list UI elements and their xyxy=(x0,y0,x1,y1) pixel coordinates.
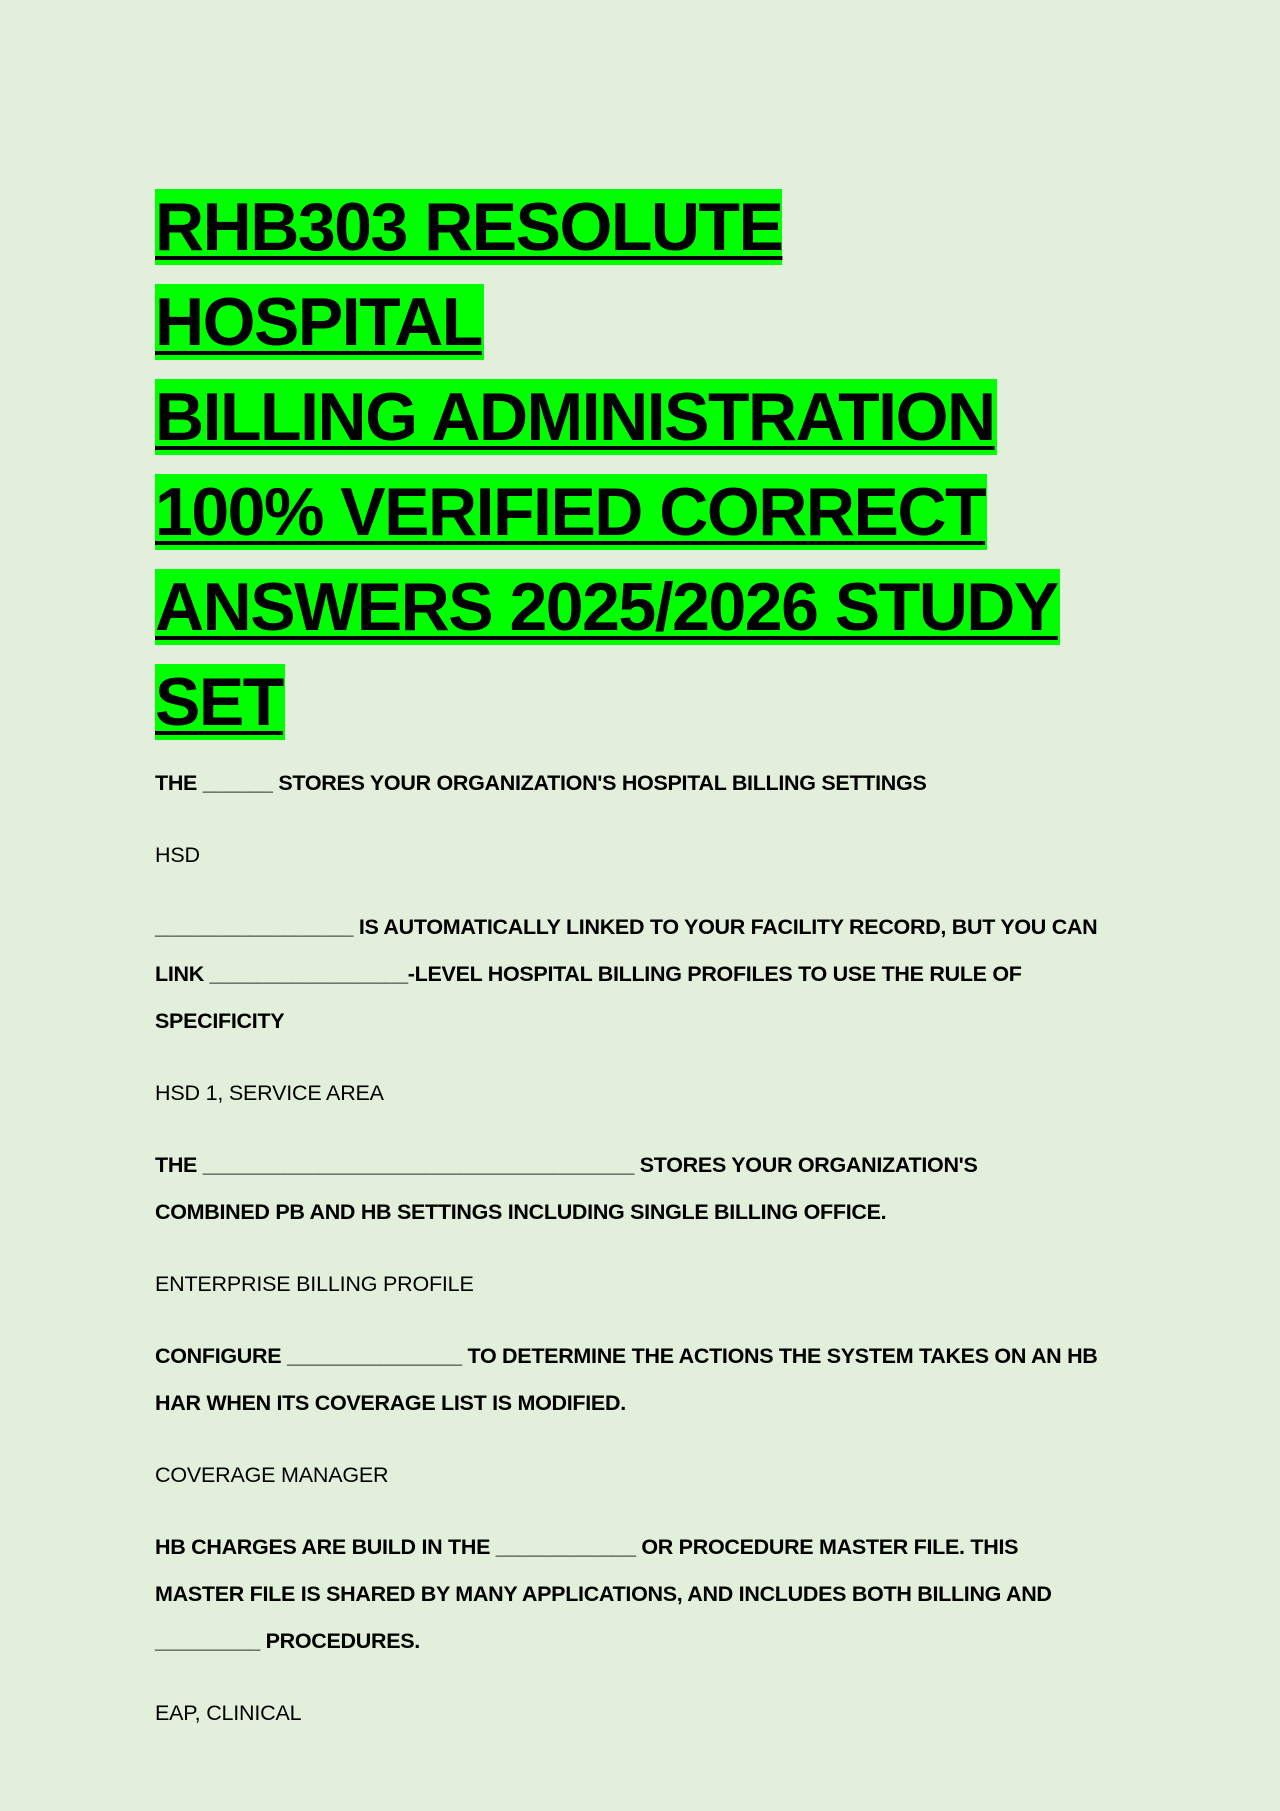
document-page xyxy=(155,180,1145,1737)
title-line: ANSWERS 2025/2026 STUDY xyxy=(155,569,1058,645)
answer-text: HSD 1, SERVICE AREA xyxy=(155,1081,384,1105)
question-line: COMBINED PB AND HB SETTINGS INCLUDING SINGLE BILLING OFFICE. xyxy=(155,1200,887,1224)
question-line: _________________ IS AUTOMATICALLY LINKED TO YOUR FACILITY RECORD, BUT YOU CAN xyxy=(155,915,1098,939)
title-line: 100% VERIFIED CORRECT xyxy=(155,474,986,550)
question-text xyxy=(155,1142,1145,1236)
qa-item-3 xyxy=(155,1142,1145,1308)
answer-text: EAP, CLINICAL xyxy=(155,1701,302,1725)
qa-item-5 xyxy=(155,1524,1145,1737)
question-text xyxy=(155,1524,1145,1665)
qa-item-4 xyxy=(155,1333,1145,1499)
question-line: HB CHARGES ARE BUILD IN THE ____________ OR PROCEDURE MASTER FILE. THIS xyxy=(155,1535,1019,1559)
question-line: CONFIGURE _______________ TO DETERMINE THE ACTIONS THE SYSTEM TAKES ON AN HB xyxy=(155,1344,1098,1368)
title-line: SET xyxy=(155,664,283,740)
question-text xyxy=(155,760,1145,807)
question-text xyxy=(155,904,1145,1045)
document-title xyxy=(155,180,1115,750)
question-text xyxy=(155,1333,1145,1427)
question-line: LINK _________________-LEVEL HOSPITAL BILLING PROFILES TO USE THE RULE OF xyxy=(155,962,1022,986)
qa-item-2 xyxy=(155,904,1145,1117)
answer-text: ENTERPRISE BILLING PROFILE xyxy=(155,1272,474,1296)
question-line: SPECIFICITY xyxy=(155,1009,285,1033)
title-line: RHB303 RESOLUTE HOSPITAL xyxy=(155,189,783,360)
question-line: THE ______ STORES YOUR ORGANIZATION'S HOSPITAL BILLING SETTINGS xyxy=(155,771,927,795)
question-line: _________ PROCEDURES. xyxy=(155,1629,420,1653)
answer-text: COVERAGE MANAGER xyxy=(155,1463,389,1487)
question-line: MASTER FILE IS SHARED BY MANY APPLICATIONS, AND INCLUDES BOTH BILLING AND xyxy=(155,1582,1052,1606)
qa-item-1 xyxy=(155,760,1145,879)
answer-text: HSD xyxy=(155,843,200,867)
question-line: HAR WHEN ITS COVERAGE LIST IS MODIFIED. xyxy=(155,1391,626,1415)
title-line: BILLING ADMINISTRATION xyxy=(155,379,995,455)
question-line: THE _____________________________________ STORES YOUR ORGANIZATION'S xyxy=(155,1153,978,1177)
